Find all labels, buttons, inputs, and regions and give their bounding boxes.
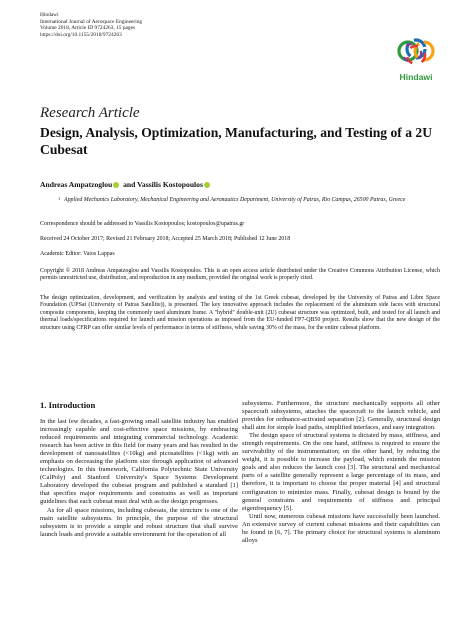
orcid-icon[interactable] xyxy=(113,182,119,188)
paragraph: The design space of structural systems is dictated by mass, stiffness, and strength requirements. On the one hand, stiffness is required to ensure the survivability of the instrumentation; on the other hand, by reducing the weight, it is possible to increase the payload, which extends the mission goals and also reduces the launch cost [3]. The structural and mechanical parts of a satellite generally represent a large percentage of its mass, and therefore, it is important to choose the proper material [4] and structural configuration to minimize mass. Finally, cubesat design is bound by the general constrains and requirements of stiffness and principal eigenfrequency [5]. xyxy=(242,432,440,512)
volume-info: Volume 2018, Article ID 9724263, 15 pages xyxy=(40,25,136,32)
academic-editor: Academic Editor: Vaios Lappas xyxy=(40,251,115,257)
article-type: Research Article xyxy=(40,105,140,121)
paragraph: Until now, numerous cubesat missions have successfully been launched. An extensive survey of current cubesat missions and their capabilities can be found in [6, 7]. The primary choice for structural systems is aluminum alloys xyxy=(242,512,440,544)
journal-header xyxy=(40,12,142,39)
affiliation-text: Applied Mechanics Laboratory, Mechanical Engineering and Aeronautics Department, University of Patras, Rio Campus, 26500 Patras, Greece xyxy=(64,197,406,203)
affiliation-number: 1 xyxy=(58,196,61,201)
author-2[interactable]: Vassilis Kostopoulos xyxy=(137,180,203,189)
correspondence: Correspondence should be addressed to Vassilis Kostopoulos; kostopoulos@upatras.gr xyxy=(40,221,245,227)
orcid-icon[interactable] xyxy=(204,182,210,188)
right-column xyxy=(242,400,440,632)
author-list xyxy=(40,180,212,189)
hindawi-logo xyxy=(394,38,438,82)
affiliation xyxy=(58,196,440,204)
section-heading: 1. Introduction xyxy=(40,400,96,410)
author-conjunction: and xyxy=(123,180,136,189)
hindawi-rings-icon xyxy=(394,38,438,68)
left-column xyxy=(40,418,238,632)
abstract: The design optimization, development, and verification by analysis and testing of the 1st Greek cubesat, developed by the University of Patras and Libre Space Foundation (UPSat (University of Patras Satellite)), is presented. The key innovative approach includes the replacement of the aluminum side faces with structural composite components, keeping the commonly used aluminum frame. A "hybrid" double-unit (2U) cubesat structure was optimized, built, and tested for all launch and thermal loads/specifications required for launch and mission operations as imposed from the EU-funded FP7-QB50 project. Results show that the new design of the structure using CFRP can offer similar levels of performance in terms of stiffness, while saving 30% of the mass, for the entire cubesat platform. xyxy=(40,295,440,331)
paragraph: In the last few decades, a fast-growing small satellite industry has enabled increasingly capable and cost-effective space missions, by embracing reduced requirements and integrating commercial technology. Academic research has been active in this field for many years and has resulted in the development of nanosatellites (<10kg) and picosatellites (<1kg) with an emphasis on decreasing the platform size through application of advanced technologies. In this framework, California Polytechnic State University (CalPoly) and Stanford University's Space Systems Development Laboratory developed the cubesat program and published a standard [1] that specifies major requirements and constrains as well as important guidelines that each cubesat must deal with as the design progresses. xyxy=(40,418,238,506)
doi-link[interactable]: https://doi.org/10.1155/2018/9724263 xyxy=(40,32,122,39)
publisher-name: Hindawi xyxy=(40,12,59,18)
paragraph: As for all space missions, including cubesats, the structure is one of the main satellite subsystems. In principle, the purpose of the structural subsystem is to provide a simple and robust structure that shall survive launch loads and provide a suitable environment for the operation of all xyxy=(40,506,238,538)
author-1[interactable]: Andreas Ampatzoglou xyxy=(40,180,113,189)
logo-text: Hindawi xyxy=(399,72,433,82)
article-dates: Received 24 October 2017; Revised 21 February 2018; Accepted 25 March 2018; Published 12 June 2018 xyxy=(40,236,291,242)
journal-name: International Journal of Aerospace Engineering xyxy=(40,18,143,25)
copyright-notice: Copyright © 2018 Andreas Ampatzoglou and Vassilis Kostopoulos. This is an open access article distributed under the Creative Commons Attribution License, which permits unrestricted use, distribution, and reproduction in any medium, provided the original work is properly cited. xyxy=(40,268,440,282)
paper-title: Design, Analysis, Optimization, Manufacturing, and Testing of a 2U Cubesat xyxy=(40,125,433,157)
paragraph: subsystems. Furthermore, the structure mechanically supports all other spacecraft subsystems, attaches the spacecraft to the launch vehicle, and provides for ordnance-activated separation [2]. Generally, structural design shall aim for simple load paths, simplified interfaces, and easy integration. xyxy=(242,400,440,432)
